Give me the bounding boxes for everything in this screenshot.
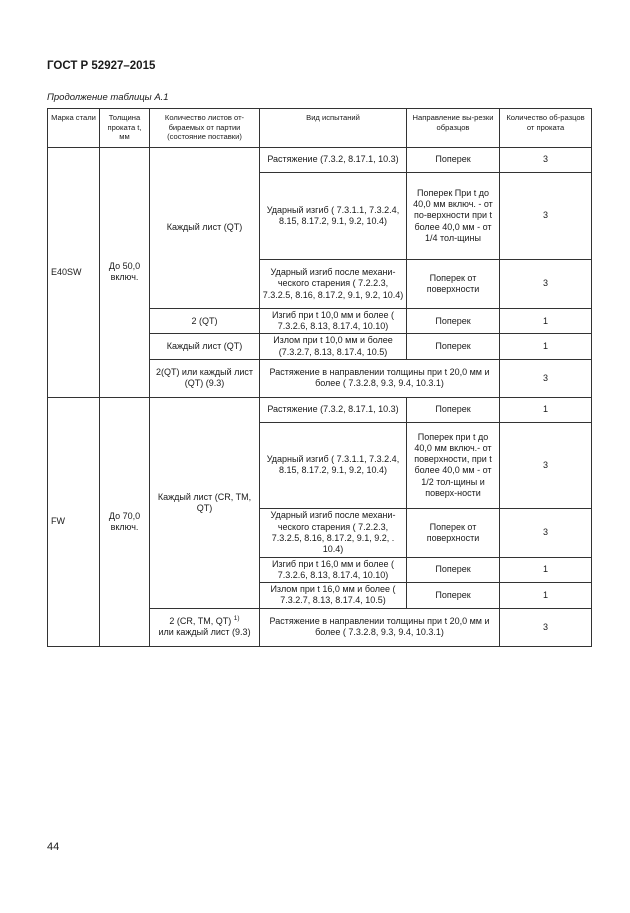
direction-cell: Поперек bbox=[407, 583, 500, 608]
count-cell: 3 bbox=[500, 173, 592, 260]
count-cell: 1 bbox=[500, 334, 592, 359]
test-cell: Ударный изгиб после механи-ческого старения ( 7.2.2.3, 7.3.2.5, 8.16, 8.17.2, 9.1, 9.2, . 10.4) bbox=[260, 508, 407, 557]
count-cell: 3 bbox=[500, 422, 592, 508]
direction-cell: Поперек при t до 40,0 мм включ.- от поверхности, при t более 40,0 мм - от 1/2 тол-щины и поверх-ности bbox=[407, 422, 500, 508]
sheets-cell: 2(QT) или каждый лист (QT) (9.3) bbox=[150, 359, 260, 397]
col-header-direction: Направление вы-резки образцов bbox=[407, 109, 500, 148]
sheets-cell: Каждый лист (QT) bbox=[150, 334, 260, 359]
table-caption: Продолжение таблицы А.1 bbox=[47, 92, 169, 103]
test-cell: Излом при t 10,0 мм и более (7.3.2.7, 8.13, 8.17.4, 10.5) bbox=[260, 334, 407, 359]
footnote-mark: 1) bbox=[233, 614, 240, 622]
col-header-sheets: Количество листов от-бираемых от партии (состояние поставки) bbox=[150, 109, 260, 148]
count-cell: 1 bbox=[500, 309, 592, 334]
sheets-cell: 2 (QT) bbox=[150, 309, 260, 334]
direction-cell: Поперек от поверхности bbox=[407, 508, 500, 557]
count-cell: 1 bbox=[500, 557, 592, 582]
col-header-test: Вид испытаний bbox=[260, 109, 407, 148]
sheets-cell: Каждый лист (QT) bbox=[150, 148, 260, 309]
direction-cell: Поперек от поверхности bbox=[407, 260, 500, 309]
table-row bbox=[48, 148, 592, 173]
count-cell: 3 bbox=[500, 148, 592, 173]
direction-cell: Поперек bbox=[407, 557, 500, 582]
sheets-cell bbox=[150, 608, 260, 646]
test-cell: Ударный изгиб ( 7.3.1.1, 7.3.2.4, 8.15, 8.17.2, 9.1, 9.2, 10.4) bbox=[260, 173, 407, 260]
table-header-row bbox=[48, 109, 592, 148]
count-cell: 1 bbox=[500, 397, 592, 422]
test-cell: Растяжение в направлении толщины при t 20,0 мм и более ( 7.3.2.8, 9.3, 9.4, 10.3.1) bbox=[260, 359, 500, 397]
col-header-thickness: Толщина проката t, мм bbox=[100, 109, 150, 148]
test-cell: Ударный изгиб после механи-ческого старения ( 7.2.2.3, 7.3.2.5, 8.16, 8.17.2, 9.1, 9.2, 10.4) bbox=[260, 260, 407, 309]
direction-cell: Поперек bbox=[407, 148, 500, 173]
count-cell: 3 bbox=[500, 608, 592, 646]
col-header-grade: Марка стали bbox=[48, 109, 100, 148]
count-cell: 3 bbox=[500, 359, 592, 397]
test-cell: Ударный изгиб ( 7.3.1.1, 7.3.2.4, 8.15, 8.17.2, 9.1, 9.2, 10.4) bbox=[260, 422, 407, 508]
test-cell: Растяжение в направлении толщины при t 20,0 мм и более ( 7.3.2.8, 9.3, 9.4, 10.3.1) bbox=[260, 608, 500, 646]
thickness-cell: До 50,0 включ. bbox=[100, 148, 150, 398]
sheets-text: 2 (CR, TM, QT) bbox=[169, 615, 232, 626]
table-row bbox=[48, 397, 592, 422]
test-cell: Изгиб при t 10,0 мм и более ( 7.3.2.6, 8.13, 8.17.4, 10.10) bbox=[260, 309, 407, 334]
test-cell: Растяжение (7.3.2, 8.17.1, 10.3) bbox=[260, 397, 407, 422]
test-cell: Излом при t 16,0 мм и более ( 7.3.2.7, 8.13, 8.17.4, 10.5) bbox=[260, 583, 407, 608]
grade-cell: FW bbox=[48, 397, 100, 646]
direction-cell: Поперек bbox=[407, 334, 500, 359]
grade-cell: E40SW bbox=[48, 148, 100, 398]
test-cell: Изгиб при t 16,0 мм и более ( 7.3.2.6, 8.13, 8.17.4, 10.10) bbox=[260, 557, 407, 582]
sheets-cell: Каждый лист (CR, TM, QT) bbox=[150, 397, 260, 608]
direction-cell: Поперек bbox=[407, 309, 500, 334]
direction-cell: Поперек При t до 40,0 мм включ. - от по-верхности при t более 40,0 мм - от 1/4 тол-щины bbox=[407, 173, 500, 260]
sheets-text-rest: или каждый лист (9.3) bbox=[158, 627, 251, 638]
col-header-count: Количество об-разцов от проката bbox=[500, 109, 592, 148]
count-cell: 1 bbox=[500, 583, 592, 608]
thickness-cell: До 70,0 включ. bbox=[100, 397, 150, 646]
page-number: 44 bbox=[47, 841, 60, 853]
document-title: ГОСТ Р 52927–2015 bbox=[47, 60, 156, 72]
count-cell: 3 bbox=[500, 508, 592, 557]
test-table bbox=[47, 108, 592, 647]
direction-cell: Поперек bbox=[407, 397, 500, 422]
count-cell: 3 bbox=[500, 260, 592, 309]
test-cell: Растяжение (7.3.2, 8.17.1, 10.3) bbox=[260, 148, 407, 173]
